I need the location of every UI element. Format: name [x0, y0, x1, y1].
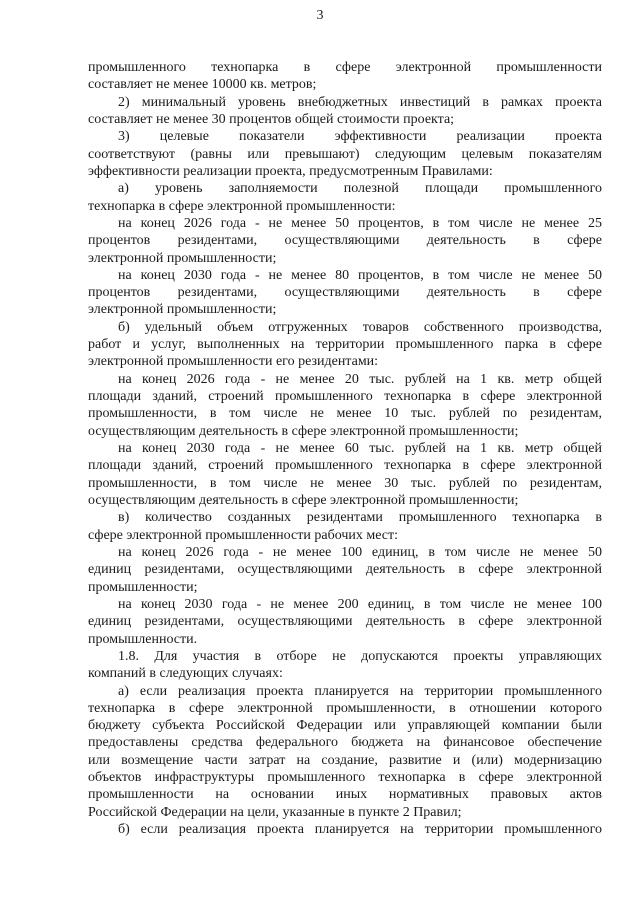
text-line: на конец 2030 года - не менее 80 процентов, в том числе не менее 50	[118, 267, 602, 283]
text-line: на конец 2030 года - не менее 200 единиц, в том числе не менее 100	[118, 596, 602, 612]
text-line: промышленности.	[88, 631, 198, 647]
text-line: процентов резидентами, осуществляющими деятельность в сфере	[88, 233, 602, 249]
text-line: процентов резидентами, осуществляющими деятельность в сфере	[88, 285, 602, 301]
text-line: технопарка в сфере электронной промышленности:	[88, 198, 396, 214]
text-line: Российской Федерации на цели, указанные в пункте 2 Правил;	[88, 804, 462, 820]
text-line: электронной промышленности его резидентами:	[88, 354, 379, 370]
text-line: на конец 2026 года - не менее 50 процентов, в том числе не менее 25	[118, 215, 602, 231]
text-line: осуществляющим деятельность в сфере электронной промышленности;	[88, 493, 519, 508]
text-line: электронной промышленности;	[88, 250, 277, 266]
text-line: составляет не менее 30 процентов общей стоимости проекта;	[88, 111, 455, 127]
text-line: промышленного технопарка в сфере электронной промышленности	[88, 60, 602, 75]
text-line: объектов инфраструктуры промышленного технопарка в сфере электронной	[88, 770, 602, 786]
text-line: составляет не менее 10000 кв. метров;	[88, 77, 317, 93]
text-line: а) уровень заполняемости полезной площади промышленного	[118, 181, 602, 197]
text-line: соответствуют (равны или превышают) следующим целевым показателям	[88, 146, 602, 162]
text-line: компаний в следующих случаях:	[88, 666, 283, 682]
text-line: б) если реализация проекта планируется на территории промышленного	[118, 822, 602, 838]
text-line: технопарка в сфере электронной промышленности, в отношении которого	[88, 700, 602, 716]
text-line: промышленности;	[88, 579, 198, 595]
text-line: промышленности, в том числе не менее 30 тыс. рублей по резидентам,	[88, 475, 602, 491]
text-line: осуществляющим деятельность в сфере электронной промышленности;	[88, 423, 519, 439]
text-line: б) удельный объем отгруженных товаров собственного производства,	[118, 319, 602, 335]
text-line: площади зданий, строений промышленного технопарка в сфере электронной	[88, 389, 602, 405]
text-line: промышленности, в том числе не менее 10 тыс. рублей по резидентам,	[88, 406, 602, 422]
text-line: бюджету субъекта Российской Федерации или управляющей компании были	[88, 718, 602, 734]
text-line: работ и услуг, выполненных на территории промышленного парка в сфере	[88, 337, 602, 353]
text-line: электронной промышленности;	[88, 302, 277, 318]
text-line: на конец 2030 года - не менее 60 тыс. рублей на 1 кв. метр общей	[118, 441, 602, 457]
text-line: а) если реализация проекта планируется на территории промышленного	[118, 683, 602, 699]
text-line: промышленности на основании иных нормативных правовых актов	[88, 787, 602, 803]
text-line: эффективности реализации проекта, предусмотренным Правилами:	[88, 163, 493, 179]
text-line: 1.8. Для участия в отборе не допускаются проекты управляющих	[118, 648, 602, 664]
text-line: сфере электронной промышленности рабочих мест:	[88, 527, 399, 543]
text-line: единиц резидентами, осуществляющими деятельность в сфере электронной	[88, 614, 602, 630]
text-line: единиц резидентами, осуществляющими деятельность в сфере электронной	[88, 562, 602, 578]
text-line: в) количество созданных резидентами промышленного технопарка в	[118, 510, 602, 526]
text-line: 3) целевые показатели эффективности реализации проекта	[118, 129, 602, 145]
text-line: на конец 2026 года - не менее 100 единиц, в том числе не менее 50	[118, 544, 602, 560]
text-line: 2) минимальный уровень внебюджетных инвестиций в рамках проекта	[118, 94, 602, 110]
text-line: предоставлены средства федерального бюджета на финансовое обеспечение	[88, 735, 602, 751]
text-line: на конец 2026 года - не менее 20 тыс. рублей на 1 кв. метр общей	[118, 371, 602, 387]
text-line: площади зданий, строений промышленного технопарка в сфере электронной	[88, 458, 602, 474]
page-number: 3	[316, 8, 324, 23]
text-line: или возмещение части затрат на создание, развитие и (или) модернизацию	[88, 752, 602, 768]
